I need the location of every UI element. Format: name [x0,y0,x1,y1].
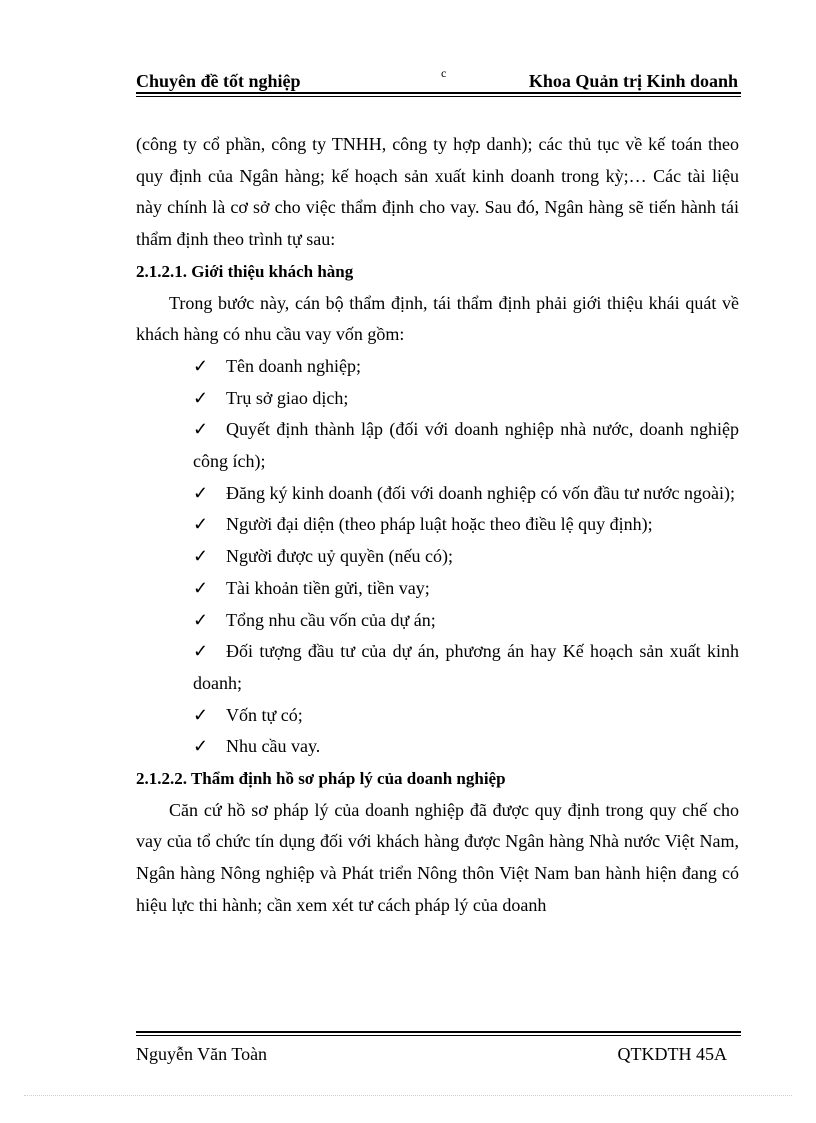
bullet-item [136,731,739,763]
header-rule-top [136,92,741,94]
page-bottom-border [24,1095,792,1096]
checkmark-icon: ✓ [193,387,209,408]
bullet-item [136,605,739,637]
bullet-item [136,700,739,732]
checkmark-icon: ✓ [193,514,209,535]
bullet-text: Nhu cầu vay. [226,736,321,757]
bullet-text: Tên doanh nghiệp; [226,355,361,376]
footer-class-code: QTKDTH 45A [617,1044,727,1064]
bullet-text: Tổng nhu cầu vốn của dự án; [226,609,436,630]
checkmark-icon: ✓ [193,736,209,757]
bullet-item [136,478,739,510]
bullet-text: Người đại diện (theo pháp luật hoặc theo điều lệ quy định); [226,514,653,535]
checkmark-icon: ✓ [193,355,209,376]
heading-2-1-2-1: 2.1.2.1. Giới thiệu khách hàng [136,261,354,281]
bullet-item [136,636,739,699]
footer-author: Nguyễn Văn Toàn [136,1044,268,1064]
footer-rule-top [136,1031,741,1033]
bullet-text: Đăng ký kinh doanh (đối với doanh nghiệp có vốn đầu tư nước ngoài); [226,482,735,503]
bullet-item [136,509,739,541]
checkmark-icon: ✓ [193,577,209,598]
checkmark-icon: ✓ [193,546,209,567]
bullet-item [136,414,739,477]
bullet-text: Vốn tự có; [226,704,303,725]
checkmark-icon: ✓ [193,482,209,503]
bullet-text: Đối tượng đầu tư của dự án, phương án hay Kế hoạch sản xuất kinh doanh; [193,641,739,693]
checkmark-icon: ✓ [193,419,209,440]
bullet-text: Quyết định thành lập (đối với doanh nghiệp nhà nước, doanh nghiệp công ích); [193,419,739,472]
paragraph-legal-documents: Căn cứ hồ sơ pháp lý của doanh nghiệp đã được quy định trong quy chế cho vay của tổ chức tín dụng đối với khách hàng được Ngân hàng Nhà nước Việt Nam, Ngân hàng Nông nghiệp và Phát triển Nông thôn Việt Nam ban hành hiện đang có hiệu lực thi hành; cần xem xét tư cách pháp lý của doanh [136,799,739,915]
checkmark-icon: ✓ [193,609,209,630]
header-mark: c [441,66,447,80]
bullet-text: Trụ sở giao dịch; [226,387,349,408]
paragraph-customer-intro: Trong bước này, cán bộ thẩm định, tái thẩm định phải giới thiệu khái quát về khách hàng có nhu cầu vay vốn gồm: [136,292,739,345]
checkmark-icon: ✓ [193,704,209,725]
checkmark-icon: ✓ [193,641,209,662]
paragraph-intro: (công ty cổ phần, công ty TNHH, công ty hợp danh); các thủ tục về kế toán theo quy định của Ngân hàng; kế hoạch sản xuất kinh doanh trong kỳ;… Các tài liệu này chính là cơ sở cho việc thẩm định cho vay. Sau đó, Ngân hàng sẽ tiến hành tái thẩm định theo trình tự sau: [136,134,739,250]
footer-rule-bottom [136,1035,741,1036]
bullet-item [136,351,739,383]
bullet-text: Tài khoản tiền gửi, tiền vay; [226,577,430,598]
header-title-right: Khoa Quản trị Kinh doanh [528,71,738,91]
bullet-text: Người được uỷ quyền (nếu có); [226,546,453,567]
bullet-item [136,541,739,573]
header-rule-bottom [136,96,741,97]
bullet-item [136,573,739,605]
bullet-item [136,383,739,415]
header-title-left: Chuyên đề tốt nghiệp [136,71,301,91]
body-content [136,129,739,922]
heading-2-1-2-2: 2.1.2.2. Thẩm định hồ sơ pháp lý của doanh nghiệp [136,769,506,789]
